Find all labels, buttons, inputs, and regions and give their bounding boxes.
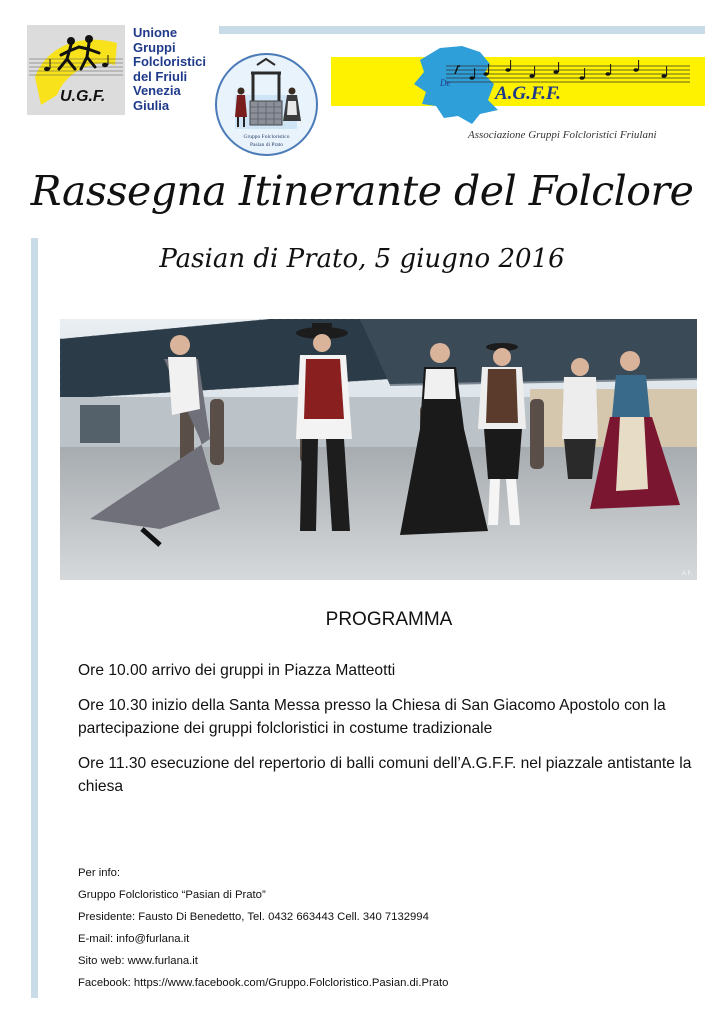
info-group: Gruppo Folcloristico “Pasian di Prato” xyxy=(78,889,266,902)
info-email: E-mail: info@furlana.it xyxy=(78,933,190,946)
ugf-logo xyxy=(27,25,125,115)
folk-dance-photo xyxy=(60,319,697,580)
ugf-badge: U.G.F. xyxy=(60,88,106,105)
contact-info xyxy=(78,862,448,995)
ugf-line: Folcloristici xyxy=(133,54,206,69)
ugf-line: Venezia xyxy=(133,83,181,98)
ugf-name xyxy=(133,26,206,113)
top-decorative-bar xyxy=(219,26,705,34)
info-label: Per info: xyxy=(78,867,121,879)
info-website: Sito web: www.furlana.it xyxy=(78,955,198,968)
page-subtitle: Pasian di Prato, 5 giugno 2016 xyxy=(159,244,565,274)
program-item: Ore 11.30 esecuzione del repertorio di balli comuni dell’A.G.F.F. nel piazzale antistante la chiesa xyxy=(78,754,692,795)
ugf-line: Giulia xyxy=(133,97,170,113)
page-title: Rassegna Itinerante del Folclore xyxy=(30,167,694,215)
agff-name: A.G.F.F. xyxy=(495,83,561,104)
program-list xyxy=(78,659,718,810)
program-heading: PROGRAMMA xyxy=(325,609,453,630)
gfpp-logo xyxy=(215,53,318,156)
gfpp-caption: Gruppo Folcloristico xyxy=(243,134,290,140)
ugf-line: Unione xyxy=(133,25,178,40)
program-item: Ore 10.00 arrivo dei gruppi in Piazza Matteotti xyxy=(78,662,396,679)
agff-prefix: De xyxy=(440,78,451,88)
gfpp-caption: Pasian di Prato xyxy=(250,142,283,148)
info-facebook: Facebook: https://www.facebook.com/Gruppo.Folcloristico.Pasian.di.Prato xyxy=(78,977,449,990)
program-item: Ore 10.30 inizio della Santa Messa presso la Chiesa di San Giacomo Apostolo con la partecipazione dei gruppi folcloristici in costume tradizionale xyxy=(78,696,666,737)
ugf-line: del Friuli xyxy=(133,68,188,84)
info-president: Presidente: Fausto Di Benedetto, Tel. 0432 663443 Cell. 340 7132994 xyxy=(78,911,429,924)
agff-subtitle: Associazione Gruppi Folcloristici Friulani xyxy=(468,129,657,141)
ugf-line: Gruppi xyxy=(133,39,176,55)
photo-credit: A.F. xyxy=(682,571,693,577)
